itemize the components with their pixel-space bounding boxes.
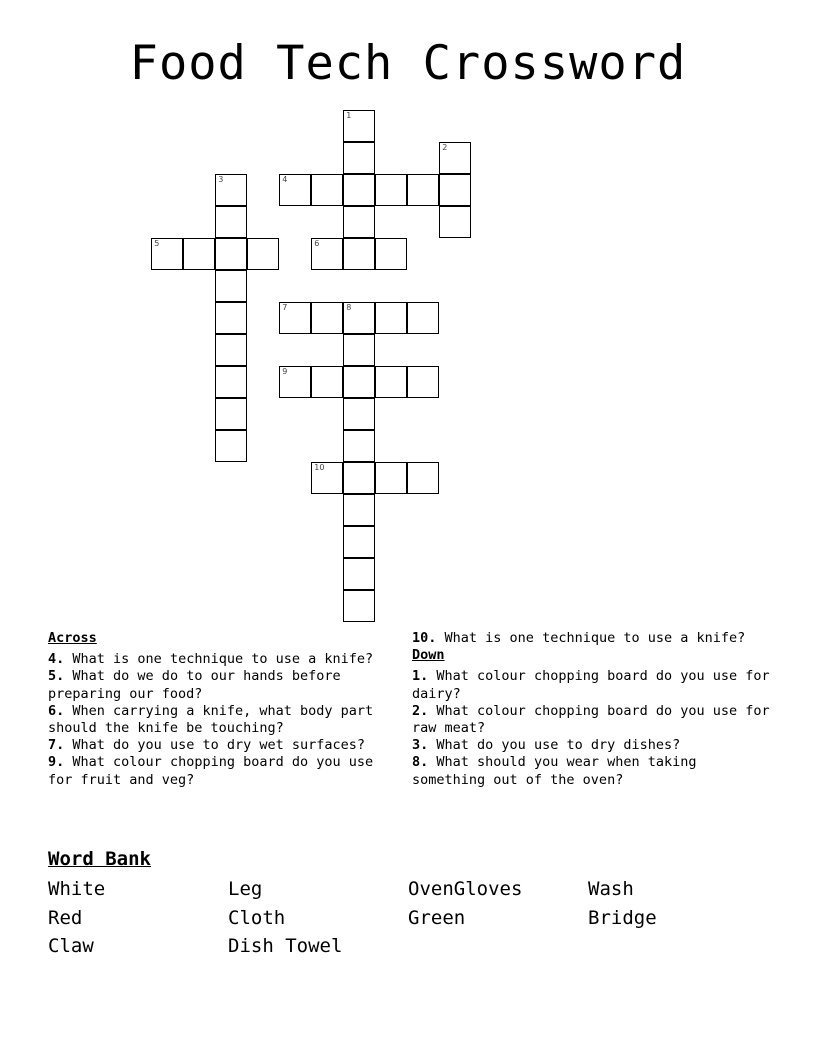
crossword-cell[interactable]	[439, 142, 471, 174]
word-bank-word: Cloth	[228, 906, 286, 929]
crossword-cell[interactable]	[375, 238, 407, 270]
crossword-cell[interactable]	[439, 174, 471, 206]
clues-left-column	[48, 630, 393, 789]
crossword-cell[interactable]	[407, 366, 439, 398]
across-clue-9	[48, 754, 393, 788]
down-clue-2	[412, 703, 772, 737]
clue-number: 7.	[48, 737, 65, 754]
crossword-cell[interactable]	[343, 302, 375, 334]
crossword-cell[interactable]	[215, 206, 247, 238]
crossword-cell[interactable]	[343, 174, 375, 206]
crossword-cell[interactable]	[375, 462, 407, 494]
crossword-cell[interactable]	[215, 366, 247, 398]
across-heading: Across	[48, 630, 97, 646]
crossword-cell[interactable]	[407, 462, 439, 494]
crossword-cell[interactable]	[215, 430, 247, 462]
clue-number: 8.	[412, 754, 429, 771]
crossword-cell[interactable]	[343, 558, 375, 590]
word-bank-word: Leg	[228, 878, 263, 900]
cell-number: 1	[346, 111, 352, 121]
across-clue-5	[48, 668, 393, 702]
cell-number: 9	[282, 367, 288, 377]
clue-number: 2.	[412, 702, 429, 719]
clue-number: 10.	[412, 630, 437, 646]
clue-text: What colour chopping board do you use for raw meat?	[412, 702, 770, 737]
crossword-cell[interactable]	[439, 206, 471, 238]
crossword-cell[interactable]	[343, 590, 375, 622]
crossword-cell[interactable]	[343, 398, 375, 430]
crossword-cell[interactable]	[343, 110, 375, 142]
clue-text: What is one technique to use a knife?	[72, 651, 374, 668]
down-clue-1	[412, 668, 772, 702]
cell-number: 6	[314, 239, 320, 249]
crossword-cell[interactable]	[215, 334, 247, 366]
page-title: Food Tech Crossword	[129, 36, 687, 91]
crossword-cell[interactable]	[311, 302, 343, 334]
crossword-cell[interactable]	[311, 174, 343, 206]
crossword-cell[interactable]	[215, 302, 247, 334]
across-clue-6	[48, 703, 393, 737]
word-bank-word: White	[48, 878, 106, 900]
clue-text: What colour chopping board do you use for dairy?	[412, 668, 770, 702]
crossword-cell[interactable]	[279, 174, 311, 206]
across-clue-4	[48, 651, 393, 668]
down-heading: Down	[412, 647, 445, 664]
across-clue-7	[48, 737, 393, 754]
crossword-cell[interactable]	[151, 238, 183, 270]
down-clue-8	[412, 754, 772, 788]
clue-number: 5.	[48, 668, 65, 685]
clue-number: 6.	[48, 702, 65, 719]
clue-number: 9.	[48, 754, 65, 771]
crossword-cell[interactable]	[343, 238, 375, 270]
clue-number: 4.	[48, 651, 65, 668]
crossword-cell[interactable]	[279, 302, 311, 334]
crossword-cell[interactable]	[375, 174, 407, 206]
crossword-cell[interactable]	[215, 174, 247, 206]
cell-number: 8	[346, 303, 352, 313]
crossword-cell[interactable]	[311, 366, 343, 398]
cell-number: 4	[282, 175, 288, 185]
word-bank-word: Green	[408, 906, 466, 929]
clue-number: 1.	[412, 668, 429, 685]
across-clue-10	[412, 630, 772, 647]
crossword-cell[interactable]	[343, 334, 375, 366]
clue-number: 3.	[412, 737, 429, 754]
cell-number: 5	[154, 239, 160, 249]
clue-text: What do we do to our hands before preparing our food?	[48, 668, 341, 702]
crossword-cell[interactable]	[247, 238, 279, 270]
crossword-cell[interactable]	[311, 462, 343, 494]
clue-text: What do you use to dry dishes?	[436, 737, 681, 754]
word-bank-word: Red	[48, 906, 83, 929]
cell-number: 2	[442, 143, 448, 153]
word-bank-word: Claw	[48, 935, 94, 957]
crossword-cell[interactable]	[215, 270, 247, 302]
crossword-cell[interactable]	[343, 462, 375, 494]
crossword-cell[interactable]	[343, 526, 375, 558]
clue-text: What is one technique to use a knife?	[444, 630, 746, 646]
crossword-cell[interactable]	[407, 174, 439, 206]
word-bank-word: Bridge	[588, 906, 657, 929]
crossword-cell[interactable]	[183, 238, 215, 270]
crossword-cell[interactable]	[375, 366, 407, 398]
crossword-cell[interactable]	[343, 142, 375, 174]
clue-text: What do you use to dry wet surfaces?	[72, 737, 366, 754]
cell-number: 3	[218, 175, 224, 185]
word-bank-word: Wash	[588, 878, 634, 900]
word-bank	[48, 875, 788, 961]
clue-text: What should you wear when taking something out of the oven?	[412, 754, 697, 788]
crossword-cell[interactable]	[215, 398, 247, 430]
crossword-cell[interactable]	[343, 366, 375, 398]
crossword-cell[interactable]	[279, 366, 311, 398]
crossword-cell[interactable]	[375, 302, 407, 334]
crossword-cell[interactable]	[343, 494, 375, 526]
word-bank-word: OvenGloves	[408, 878, 523, 900]
clue-text: What colour chopping board do you use for fruit and veg?	[48, 754, 374, 788]
crossword-cell[interactable]	[311, 238, 343, 270]
down-clue-3	[412, 737, 772, 754]
crossword-cell[interactable]	[343, 206, 375, 238]
word-bank-word: Dish Towel	[228, 935, 343, 957]
crossword-cell[interactable]	[215, 238, 247, 270]
cell-number: 7	[282, 303, 288, 313]
crossword-cell[interactable]	[407, 302, 439, 334]
word-bank-title: Word Bank	[48, 848, 151, 870]
cell-number: 10	[314, 463, 325, 473]
clue-text: When carrying a knife, what body part should the knife be touching?	[48, 702, 374, 737]
clues-right-column	[412, 630, 772, 789]
crossword-cell[interactable]	[343, 430, 375, 462]
